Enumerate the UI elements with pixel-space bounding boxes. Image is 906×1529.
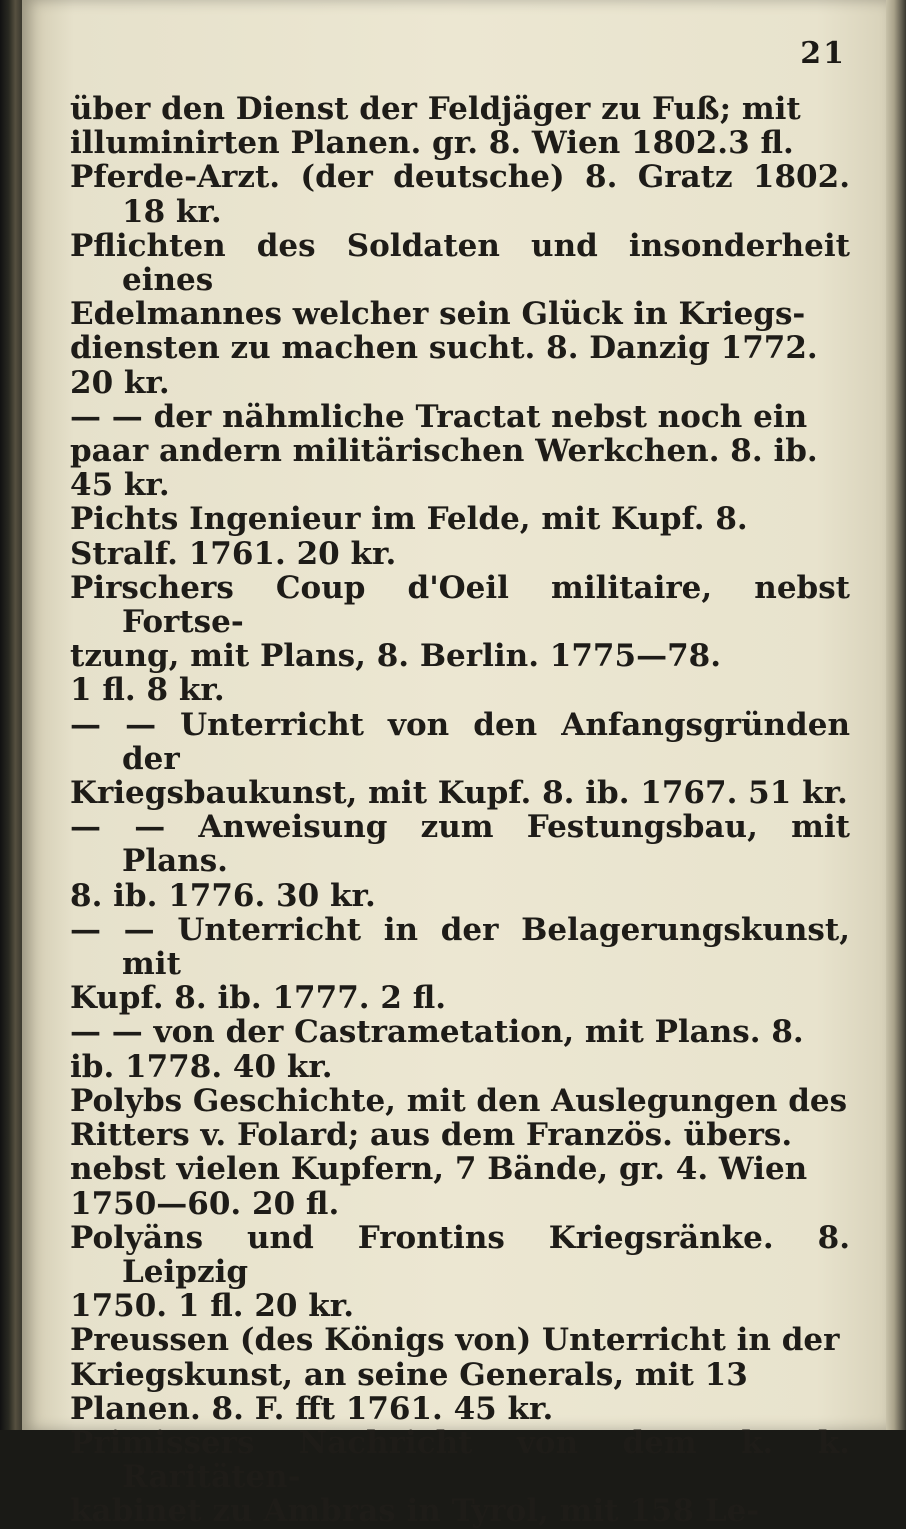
bibliography-entry: [70, 229, 850, 400]
entry-line: über den Dienst der Feldjäger zu Fuß; mit: [70, 91, 801, 127]
entry-line: Kriegsbaukunst, mit Kupf. 8. ib. 1767. 51 kr.: [70, 775, 848, 812]
entry-line: 1750—60. 20 fl.: [70, 1185, 340, 1222]
entry-line: 8. ib. 1776. 30 kr.: [70, 877, 376, 914]
entry-line: Kriegskunst, an seine Generals, mit 13: [70, 1356, 748, 1393]
bibliography-entry: [70, 1323, 850, 1426]
entry-line: nebst vielen Kupfern, 7 Bände, gr. 4. Wien: [70, 1151, 808, 1188]
entry-line: Preussen (des Königs von) Unterricht in der: [70, 1322, 840, 1359]
entry-line: Stralf. 1761. 20 kr.: [70, 535, 397, 572]
entry-line: Kupf. 8. ib. 1777. 2 fl.: [70, 980, 447, 1017]
entry-line: Edelmannes welcher sein Glück in Kriegs-: [70, 296, 806, 333]
entry-line: 1 fl. 8 kr.: [70, 672, 225, 709]
bibliography-entry: [70, 571, 850, 708]
entry-line: 1750. 1 fl. 20 kr.: [70, 1288, 355, 1325]
bibliography-entry: [70, 400, 850, 503]
entry-line: kabinet zu Ambras in Tyrol, mit 158 Le-: [70, 1493, 760, 1529]
bibliography-entry: [70, 1426, 850, 1529]
book-binding-edge: [0, 0, 22, 1430]
entry-line: Ritters v. Folard; aus dem Französ. übers.: [70, 1117, 793, 1154]
entry-line: illuminirten Planen. gr. 8. Wien 1802.3 fl.: [70, 125, 794, 162]
bibliography-entry: [70, 708, 850, 811]
bibliography-entry: [70, 810, 850, 913]
bibliography-entry: [70, 160, 850, 228]
page-number: 21: [800, 36, 846, 71]
bibliography-entry: [70, 92, 850, 160]
bibliography-entry: [70, 1084, 850, 1221]
entry-line: Polyäns und Frontins Kriegsränke. 8. Leipzig: [70, 1219, 850, 1290]
entry-line: ib. 1778. 40 kr.: [70, 1048, 333, 1085]
entry-line: Pferde-Arzt. (der deutsche) 8. Gratz 1802. 18 kr.: [70, 159, 850, 230]
entry-line: Polybs Geschichte, mit den Auslegungen des: [70, 1082, 848, 1119]
entry-line: Pichts Ingenieur im Felde, mit Kupf. 8.: [70, 501, 748, 538]
bibliography-entry: [70, 1221, 850, 1324]
entry-line: — — von der Castrametation, mit Plans. 8.: [70, 1014, 804, 1051]
bibliography-entry: [70, 1015, 850, 1083]
entry-line: — — der nähmliche Tractat nebst noch ein: [70, 398, 808, 435]
entry-line: — — Unterricht in der Belagerungskunst, mit: [70, 911, 850, 983]
entry-line: Pirschers Coup d'Oeil militaire, nebst Fortse-: [70, 569, 850, 641]
entry-line: 20 kr.: [70, 364, 170, 401]
entry-line: paar andern militärischen Werkchen. 8. ib.: [70, 433, 818, 470]
bibliography-entry: [70, 502, 850, 570]
entry-line: 45 kr.: [70, 467, 170, 504]
entry-line: Pflichten des Soldaten und insonderheit eines: [70, 227, 850, 299]
entry-line: Primissers Nachricht von dem k. k. Raritäten-: [70, 1424, 850, 1496]
entry-line: — — Anweisung zum Festungsbau, mit Plans.: [70, 809, 850, 880]
entry-line: — — Unterricht von den Anfangsgründen der: [70, 706, 850, 777]
entry-line: diensten zu machen sucht. 8. Danzig 1772.: [70, 330, 818, 367]
bibliography-list: [70, 92, 850, 1529]
entry-line: tzung, mit Plans, 8. Berlin. 1775—78.: [70, 638, 721, 675]
entry-line: Planen. 8. F. fft 1761. 45 kr.: [70, 1390, 554, 1427]
bibliography-entry: [70, 913, 850, 1016]
page-right-edge: [886, 0, 906, 1430]
